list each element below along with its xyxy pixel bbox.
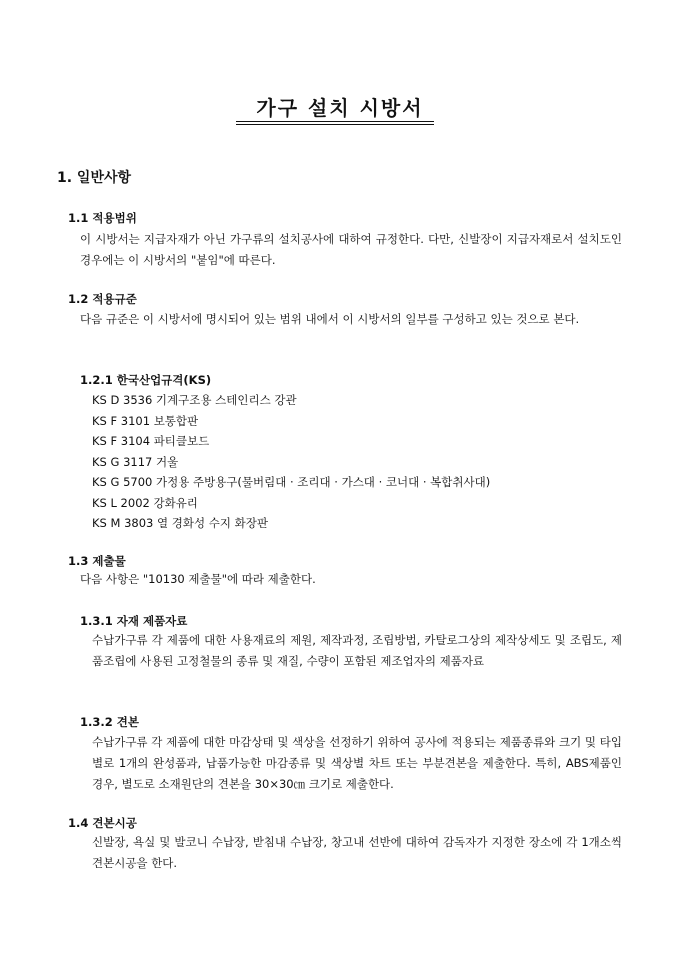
heading-applicable-standards: 1.2 적용규준 <box>68 292 137 306</box>
paragraph-mockup: 신발장, 욕실 및 발코니 수납장, 받침내 수납장, 창고내 선반에 대하여 감독자가 지정한 장소에 각 1개소씩 견본시공을 한다. <box>92 835 622 870</box>
paragraph-applicable-standards: 다음 규준은 이 시방서에 명시되어 있는 범위 내에서 이 시방서의 일부를 구성하고 있는 것으로 본다. <box>80 312 580 326</box>
standard-item: KS G 5700 가정용 주방용구(물버림대 · 조리대 · 가스대 · 코너대 · 복합취사대) <box>92 475 491 489</box>
paragraph-samples: 수납가구류 각 제품에 대한 마감상태 및 색상을 선정하기 위하여 공사에 적용되는 제품종류와 크기 및 타입별로 1개의 완성품과, 납품가능한 마감종류 및 색상별 차트 또는 부분견본을 제출한다. 특히, ABS제품인 경우, 별도로 소재원단의 견본을 30×30㎝ 크기로 제출한다. <box>92 735 623 791</box>
heading-product-data: 1.3.1 자재 제품자료 <box>80 614 188 628</box>
standard-item: KS F 3104 파티클보드 <box>92 434 210 448</box>
paragraph-product-data: 수납가구류 각 제품에 대한 사용재료의 제원, 제작과정, 조립방법, 카탈로그상의 제작상세도 및 조립도, 제품조립에 사용된 고정철물의 종류 및 재질, 수량이 포함된 제조업자의 제품자료 <box>92 633 622 668</box>
document-title: 가구 설치 시방서 <box>256 96 424 120</box>
section-heading-general: 1. 일반사항 <box>57 170 132 186</box>
standard-item: KS F 3101 보통합판 <box>92 414 199 428</box>
heading-mockup: 1.4 견본시공 <box>68 816 137 830</box>
title-underline-double <box>236 124 434 125</box>
heading-scope: 1.1 적용범위 <box>68 211 137 225</box>
paragraph-scope: 이 시방서는 지급자재가 아닌 가구류의 설치공사에 대하여 규정한다. 다만, 신발장이 지급자재로서 설치도인 경우에는 이 시방서의 "붙임"에 따른다. <box>80 232 622 267</box>
standard-item: KS M 3803 열 경화성 수지 화장판 <box>92 516 268 530</box>
standard-item: KS L 2002 강화유리 <box>92 496 198 510</box>
title-underline <box>236 121 434 122</box>
standard-item: KS D 3536 기계구조용 스테인리스 강관 <box>92 393 297 407</box>
heading-submittals: 1.3 제출물 <box>68 554 126 568</box>
standard-item: KS G 3117 거울 <box>92 455 179 469</box>
heading-samples: 1.3.2 견본 <box>80 715 139 729</box>
heading-ks: 1.2.1 한국산업규격(KS) <box>80 373 212 387</box>
paragraph-submittals: 다음 사항은 "10130 제출물"에 따라 제출한다. <box>80 572 316 586</box>
